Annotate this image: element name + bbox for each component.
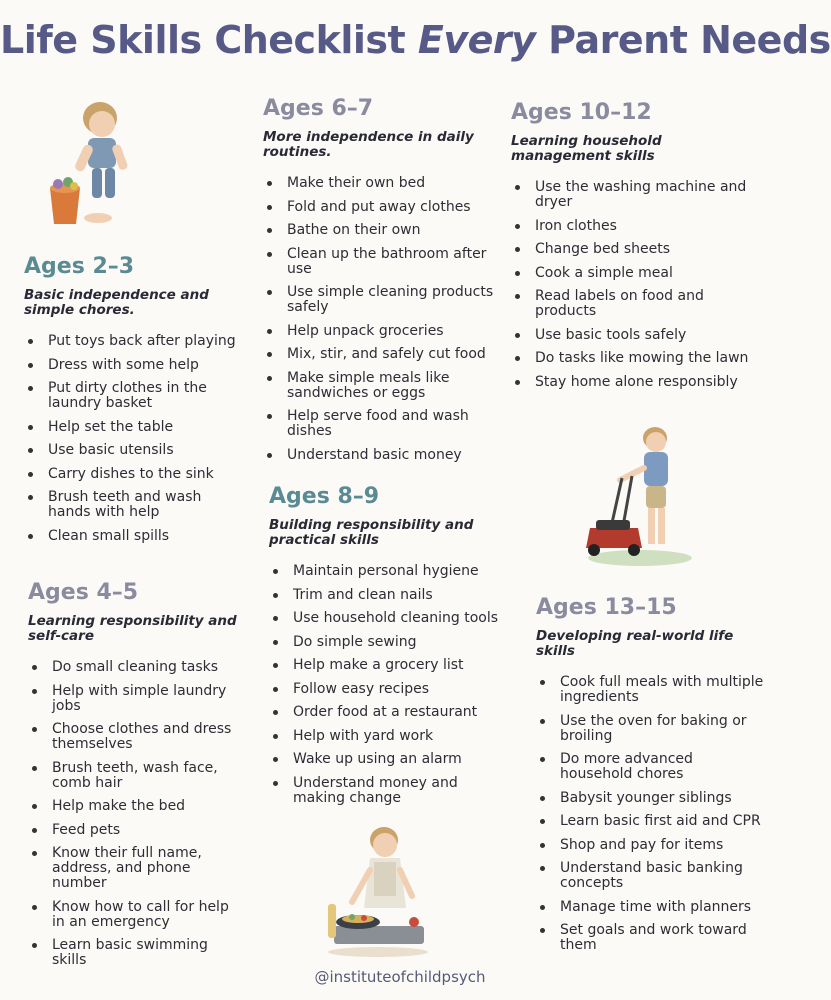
skills-list [536, 675, 768, 953]
title-part-2: Parent Needs [535, 18, 831, 62]
list-item: Do simple sewing [269, 635, 504, 650]
skills-list [269, 564, 504, 806]
section-ages-4-5 [28, 580, 238, 977]
list-item: Brush teeth, wash face, comb hair [28, 761, 238, 791]
list-item: Maintain personal hygiene [269, 564, 504, 579]
list-item: Wake up using an alarm [269, 752, 504, 767]
list-item: Know their full name, address, and phone number [28, 846, 238, 891]
list-item: Read labels on food and products [511, 289, 761, 319]
skills-list [24, 334, 242, 544]
list-item: Understand money and making change [269, 776, 504, 806]
list-item: Cook full meals with multiple ingredients [536, 675, 768, 705]
list-item: Help set the table [24, 420, 242, 435]
list-item: Iron clothes [511, 219, 761, 234]
list-item: Understand basic money [263, 448, 498, 463]
list-item: Babysit younger siblings [536, 791, 768, 806]
section-ages-2-3 [24, 254, 242, 552]
list-item: Use basic utensils [24, 443, 242, 458]
list-item: Stay home alone responsibly [511, 375, 761, 390]
list-item: Brush teeth and wash hands with help [24, 490, 242, 520]
section-subtitle: Learning responsibility and self-care [28, 613, 237, 644]
section-subtitle: Developing real-world life skills [536, 628, 734, 659]
list-item: Follow easy recipes [269, 682, 504, 697]
list-item: Learn basic swimming skills [28, 938, 238, 968]
list-item: Help with simple laundry jobs [28, 684, 238, 714]
list-item: Help serve food and wash dishes [263, 409, 498, 439]
list-item: Help with yard work [269, 729, 504, 744]
age-heading: Ages 4–5 [28, 580, 139, 605]
list-item: Use simple cleaning products safely [263, 285, 498, 315]
footer-handle: @instituteofchildpsych [314, 968, 486, 986]
age-heading: Ages 2–3 [24, 254, 135, 279]
page-title [0, 18, 831, 62]
section-ages-10-12 [511, 100, 761, 398]
title-emphasis: Every [417, 18, 536, 62]
list-item: Learn basic first aid and CPR [536, 814, 768, 829]
list-item: Feed pets [28, 823, 238, 838]
section-ages-6-7 [263, 96, 498, 471]
list-item: Understand basic banking concepts [536, 861, 768, 891]
list-item: Dress with some help [24, 358, 242, 373]
age-heading: Ages 8–9 [269, 484, 380, 509]
list-item: Put dirty clothes in the laundry basket [24, 381, 242, 411]
skills-list [511, 180, 761, 390]
list-item: Choose clothes and dress themselves [28, 722, 238, 752]
list-item: Put toys back after playing [24, 334, 242, 349]
list-item: Mix, stir, and safely cut food [263, 347, 498, 362]
list-item: Shop and pay for items [536, 838, 768, 853]
list-item: Use the oven for baking or broiling [536, 714, 768, 744]
list-item: Cook a simple meal [511, 266, 761, 281]
list-item: Use the washing machine and dryer [511, 180, 761, 210]
section-ages-13-15 [536, 595, 768, 962]
title-part-1: Life Skills Checklist [0, 18, 418, 62]
list-item: Help make the bed [28, 799, 238, 814]
child-cooking-illustration [322, 822, 434, 960]
section-subtitle: Building responsibility and practical skills [269, 517, 474, 548]
list-item: Use basic tools safely [511, 328, 761, 343]
list-item: Make their own bed [263, 176, 498, 191]
list-item: Manage time with planners [536, 900, 768, 915]
age-heading: Ages 6–7 [263, 96, 374, 121]
section-ages-8-9 [269, 484, 504, 814]
list-item: Do small cleaning tasks [28, 660, 238, 675]
section-subtitle: More independence in daily routines. [263, 129, 474, 160]
list-item: Set goals and work toward them [536, 923, 768, 953]
section-subtitle: Basic independence and simple chores. [24, 287, 209, 318]
boy-mowing-lawn-illustration [580, 420, 700, 570]
list-item: Fold and put away clothes [263, 200, 498, 215]
list-item: Trim and clean nails [269, 588, 504, 603]
list-item: Do more advanced household chores [536, 752, 768, 782]
section-subtitle: Learning household management skills [511, 133, 662, 164]
list-item: Clean small spills [24, 529, 242, 544]
skills-list [28, 660, 238, 968]
list-item: Clean up the bathroom after use [263, 247, 498, 277]
list-item: Use household cleaning tools [269, 611, 504, 626]
list-item: Change bed sheets [511, 242, 761, 257]
toddler-with-toys-illustration [42, 96, 152, 236]
list-item: Make simple meals like sandwiches or eggs [263, 371, 498, 401]
list-item: Carry dishes to the sink [24, 467, 242, 482]
list-item: Know how to call for help in an emergency [28, 900, 238, 930]
list-item: Do tasks like mowing the lawn [511, 351, 761, 366]
list-item: Help unpack groceries [263, 324, 498, 339]
list-item: Help make a grocery list [269, 658, 504, 673]
age-heading: Ages 10–12 [511, 100, 652, 125]
list-item: Bathe on their own [263, 223, 498, 238]
list-item: Order food at a restaurant [269, 705, 504, 720]
skills-list [263, 176, 498, 463]
age-heading: Ages 13–15 [536, 595, 677, 620]
